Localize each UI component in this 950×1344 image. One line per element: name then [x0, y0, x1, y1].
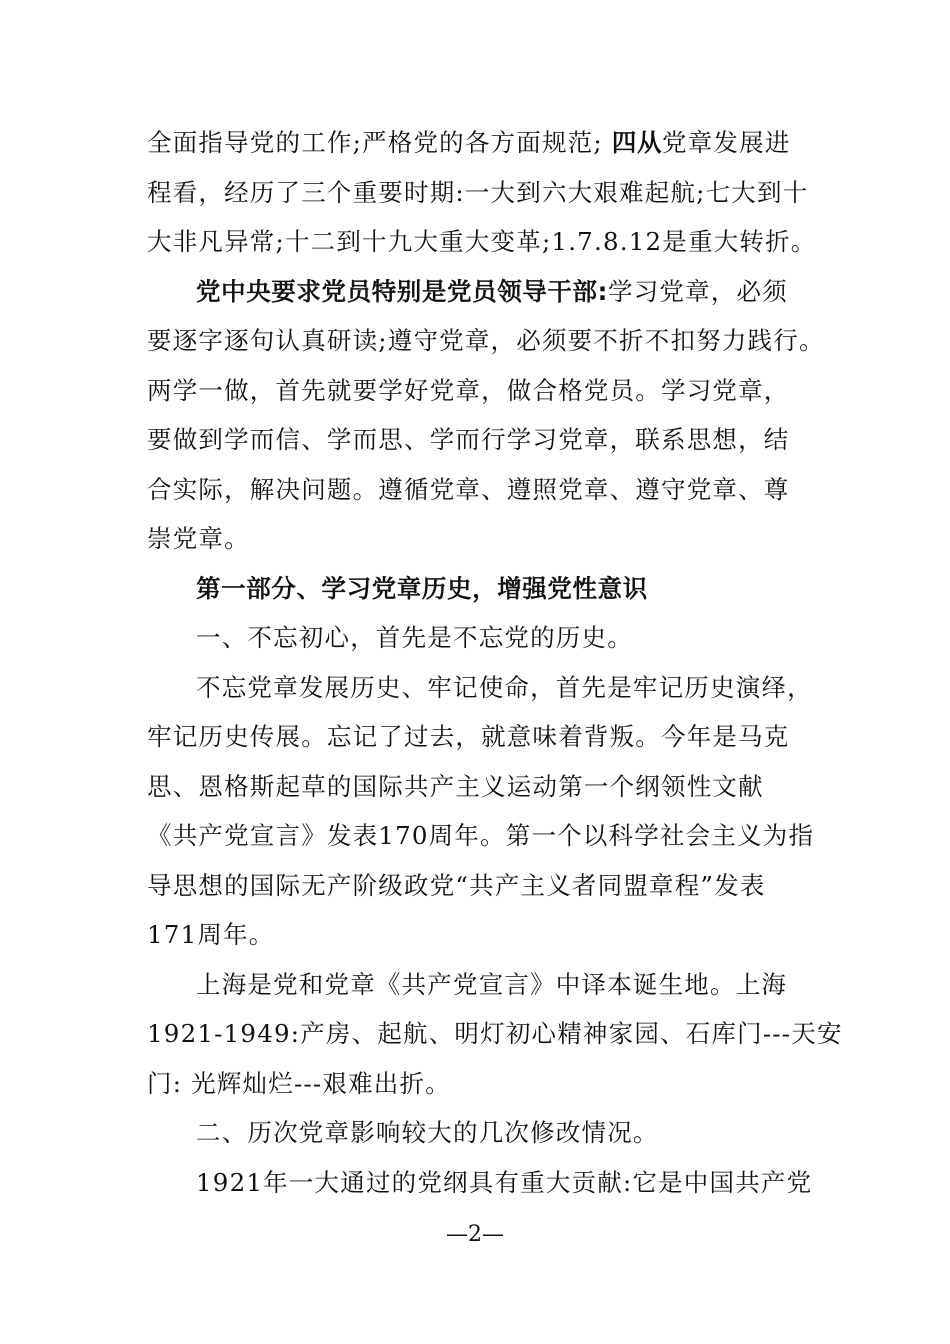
paragraph-line: 要做到学而信、学而思、学而行学习党章，联系思想，结 — [147, 425, 790, 454]
text-run: 全面指导党的工作;严格党的各方面规范; — [147, 128, 603, 157]
paragraph-line: 崇党章。 — [147, 524, 250, 553]
paragraph-line: 导思想的国际无产阶级政党“共产主义者同盟章程”发表 — [147, 870, 766, 900]
paragraph-line: 1921-1949:产房、起航、明灯初心精神家园、石库门---天安 — [147, 1019, 843, 1048]
paragraph-line: 思、恩格斯起草的国际共产主义运动第一个纲领性文献 — [147, 771, 764, 801]
paragraph-line — [147, 267, 809, 317]
text-run: 党章发展进 — [662, 128, 791, 157]
paragraph-line: 牢记历史传展。忘记了过去，就意味着背叛。今年是马克 — [147, 722, 790, 751]
subsection-heading: 一、不忘初心，首先是不忘党的历史。 — [196, 623, 633, 652]
page-number: —2— — [446, 1222, 504, 1247]
bold-text-run: 党中央要求党员特别是党员领导干部: — [196, 276, 608, 306]
subsection-heading: 二、历次党章影响较大的几次修改情况。 — [196, 1118, 659, 1147]
section-heading: 第一部分、学习党章历史，增强党性意识 — [196, 573, 648, 603]
text-run: 学习党章，必须 — [608, 276, 788, 306]
paragraph-line: 要逐字逐句认真研读;遵守党章，必须要不折不扣努力践行。 — [147, 326, 825, 355]
paragraph-line: 上海是党和党章《共产党宣言》中译本诞生地。上海 — [196, 969, 788, 999]
paragraph-line: 大非凡异常;十二到十九大重大变革;1.7.8.12是重大转折。 — [147, 227, 817, 256]
paragraph-line: 1921年一大通过的党纲具有重大贡献:它是中国共产党 — [196, 1167, 813, 1197]
bold-text-run: 四从 — [611, 128, 663, 157]
paragraph-line: 合实际，解决问题。遵循党章、遵照党章、遵守党章、尊 — [147, 474, 790, 504]
paragraph-line: 门: 光辉灿烂---艰难出折。 — [147, 1068, 451, 1098]
paragraph-line: 程看，经历了三个重要时期:一大到六大艰难起航;七大到十 — [147, 177, 809, 207]
paragraph-line: 不忘党章发展历史、牢记使命，首先是牢记历史演绎， — [196, 672, 813, 702]
paragraph-line — [147, 118, 809, 168]
document-body — [147, 118, 843, 1207]
paragraph-line: 《共产党宣言》发表170周年。第一个以科学社会主义为指 — [147, 821, 815, 850]
paragraph-line: 171周年。 — [147, 920, 275, 949]
paragraph-line: 两学一做，首先就要学好党章，做合格党员。学习党章， — [147, 375, 790, 405]
